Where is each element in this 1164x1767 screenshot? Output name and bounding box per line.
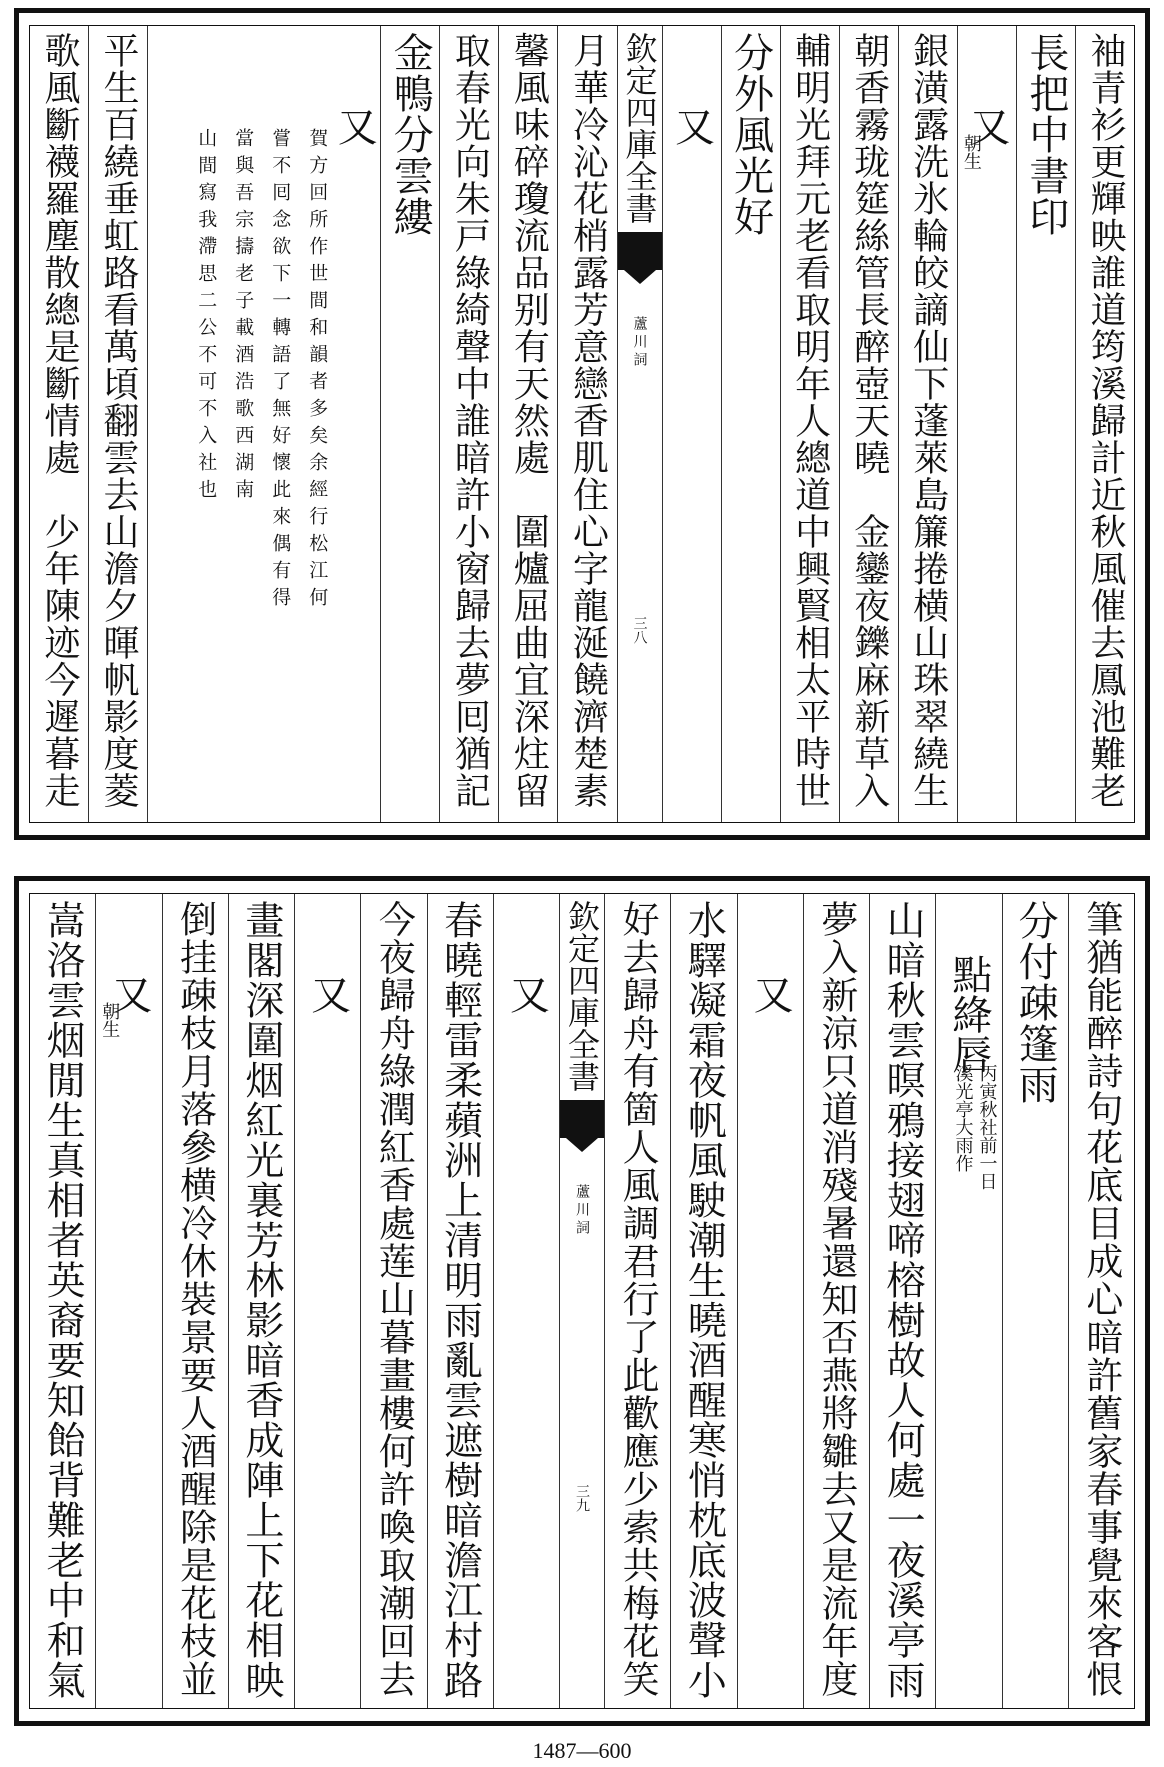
column-text: 金鴨分雲縷 xyxy=(387,32,434,237)
top-page xyxy=(14,8,1150,840)
tune-heading-column xyxy=(95,894,161,1708)
text-column xyxy=(670,894,736,1708)
text-column xyxy=(439,26,498,822)
heading-annotation: 丙寅秋社前一日 xyxy=(976,1064,998,1190)
text-column xyxy=(780,26,839,822)
column-text: 分外風光好 xyxy=(727,32,774,237)
text-column xyxy=(30,26,88,822)
tune-title: 又 xyxy=(747,974,794,1014)
column-text: 分付疎篷雨 xyxy=(1012,900,1059,1105)
column-text: 夢入新涼只道消殘暑還知否燕將雛去又是流年度 xyxy=(814,900,858,1698)
tune-title: 又 xyxy=(503,974,550,1014)
text-column xyxy=(898,26,957,822)
text-column xyxy=(1002,894,1068,1708)
column-text: 朝香霧珑筵絲管長醉壺天曉 金鑾夜鑠麻新草入 xyxy=(848,32,890,809)
top-page-columns xyxy=(30,26,1134,822)
tune-title: 又 xyxy=(105,974,152,1014)
bottom-page xyxy=(14,876,1150,1726)
fold-page-number: 三八 xyxy=(631,616,648,644)
fold-work-title: 蘆川詞 xyxy=(631,316,648,370)
preface-note-block xyxy=(195,128,329,614)
tune-heading-column xyxy=(493,894,559,1708)
fold-book-title: 欽定四庫全書 xyxy=(620,32,659,224)
column-text: 筆猶能醉詩句花底目成心暗許舊家春事覺來客恨 xyxy=(1079,900,1123,1698)
text-column xyxy=(88,26,147,822)
text-column xyxy=(360,894,426,1708)
column-text: 好去歸舟有箇人風調君行了此歡應少索共梅花笑 xyxy=(616,900,660,1698)
text-column xyxy=(30,894,95,1708)
center-fold-column xyxy=(617,26,662,822)
preface-note-line: 當與吾宗擣老子載酒浩歌西湖南 xyxy=(232,128,255,506)
text-column xyxy=(427,894,493,1708)
tune-heading-column xyxy=(737,894,803,1708)
column-text: 平生百繞垂虹路看萬頃翻雲去山澹夕暉帆影度菱 xyxy=(98,32,139,809)
bottom-page-frame xyxy=(29,893,1135,1709)
fold-page-number: 三九 xyxy=(574,1484,590,1512)
column-text: 春曉輕雷柔蘋洲上清明雨亂雲遮樹暗澹江村路 xyxy=(437,900,483,1700)
text-column xyxy=(803,894,869,1708)
column-text: 水驛凝霜夜帆風駛潮生曉酒醒寒悄枕底波聲小 xyxy=(681,900,727,1700)
text-column xyxy=(162,894,228,1708)
tune-heading-column xyxy=(957,26,1016,822)
top-page-frame xyxy=(29,25,1135,823)
text-column xyxy=(721,26,780,822)
page-number-footer: 1487—600 xyxy=(532,1738,632,1763)
column-text: 馨風味碎瓊流品别有天然處 圍爐屈曲宜深炷留 xyxy=(508,32,550,809)
column-text: 歌風斷襪羅塵散總是斷情處 少年陳迹今遲暮走 xyxy=(38,32,80,809)
text-column xyxy=(380,26,439,822)
preface-note-line: 嘗不囘念欲下一轉語了無好懷此來偶有得 xyxy=(269,128,292,614)
column-text: 取春光向朱戸綠綺聲中誰暗許小窗歸去夢囘猶記 xyxy=(449,32,491,809)
column-text: 長把中書印 xyxy=(1022,32,1069,237)
tune-title: 點絳唇 xyxy=(945,954,992,1074)
text-column xyxy=(1068,894,1134,1708)
column-text: 月華冷沁花梢露芳意戀香肌住心字龍涎饒濟楚素 xyxy=(567,32,609,809)
preface-note-line: 賀方回所作世間和韻者多矣余經行松江何 xyxy=(306,128,329,614)
column-text: 今夜歸舟綠潤紅香處莲山暮畫樓何許喚取潮回去 xyxy=(372,900,416,1698)
tune-heading-column xyxy=(147,26,380,822)
tune-heading-column xyxy=(294,894,360,1708)
text-column xyxy=(228,894,294,1708)
preface-note-line: 山間寫我滯思二公不可不入社也 xyxy=(195,128,218,506)
heading-annotation-second-line: 溪光亭大雨作 xyxy=(952,1064,974,1172)
text-column xyxy=(1016,26,1075,822)
fishtail-mark xyxy=(618,232,662,270)
heading-annotation: 朝生 xyxy=(960,134,982,170)
text-column xyxy=(1075,26,1134,822)
heading-annotation: 朝生 xyxy=(99,1002,121,1038)
fold-work-title: 蘆川詞 xyxy=(574,1184,590,1238)
text-column xyxy=(498,26,557,822)
tune-title: 又 xyxy=(963,106,1010,146)
tune-title: 又 xyxy=(304,974,351,1014)
column-text: 倒挂疎枝月落參横冷休裝景要人酒醒除是花枝並 xyxy=(173,900,217,1698)
text-column xyxy=(557,26,616,822)
center-fold-column xyxy=(559,894,604,1708)
tune-title: 又 xyxy=(331,106,378,146)
bottom-page-columns xyxy=(30,894,1134,1708)
column-text: 山暗秋雲暝鴉接翅啼榕樹故人何處一夜溪亭雨 xyxy=(880,900,926,1700)
text-column xyxy=(869,894,935,1708)
column-text: 輔明光拜元老看取明年人總道中興賢相太平時世 xyxy=(789,32,831,809)
fold-book-title: 欽定四庫全書 xyxy=(563,900,601,1092)
tune-heading-column xyxy=(662,26,721,822)
column-text: 銀潢露洗氷輪皎謫仙下蓬萊島簾捲横山珠翠繞生 xyxy=(907,32,949,809)
text-column xyxy=(604,894,670,1708)
tune-heading-column xyxy=(935,894,1001,1708)
tune-title: 又 xyxy=(668,106,715,146)
column-text: 嵩洛雲烟閒生真相者英裔要知飴背難老中和氣 xyxy=(40,900,86,1700)
fishtail-mark xyxy=(560,1100,604,1138)
column-text: 袖青衫更輝映誰道筠溪歸計近秋風催去鳳池難老 xyxy=(1084,32,1126,809)
column-text: 畫閣深圍烟紅光裏芳林影暗香成陣上下花相映 xyxy=(238,900,284,1700)
text-column xyxy=(839,26,898,822)
